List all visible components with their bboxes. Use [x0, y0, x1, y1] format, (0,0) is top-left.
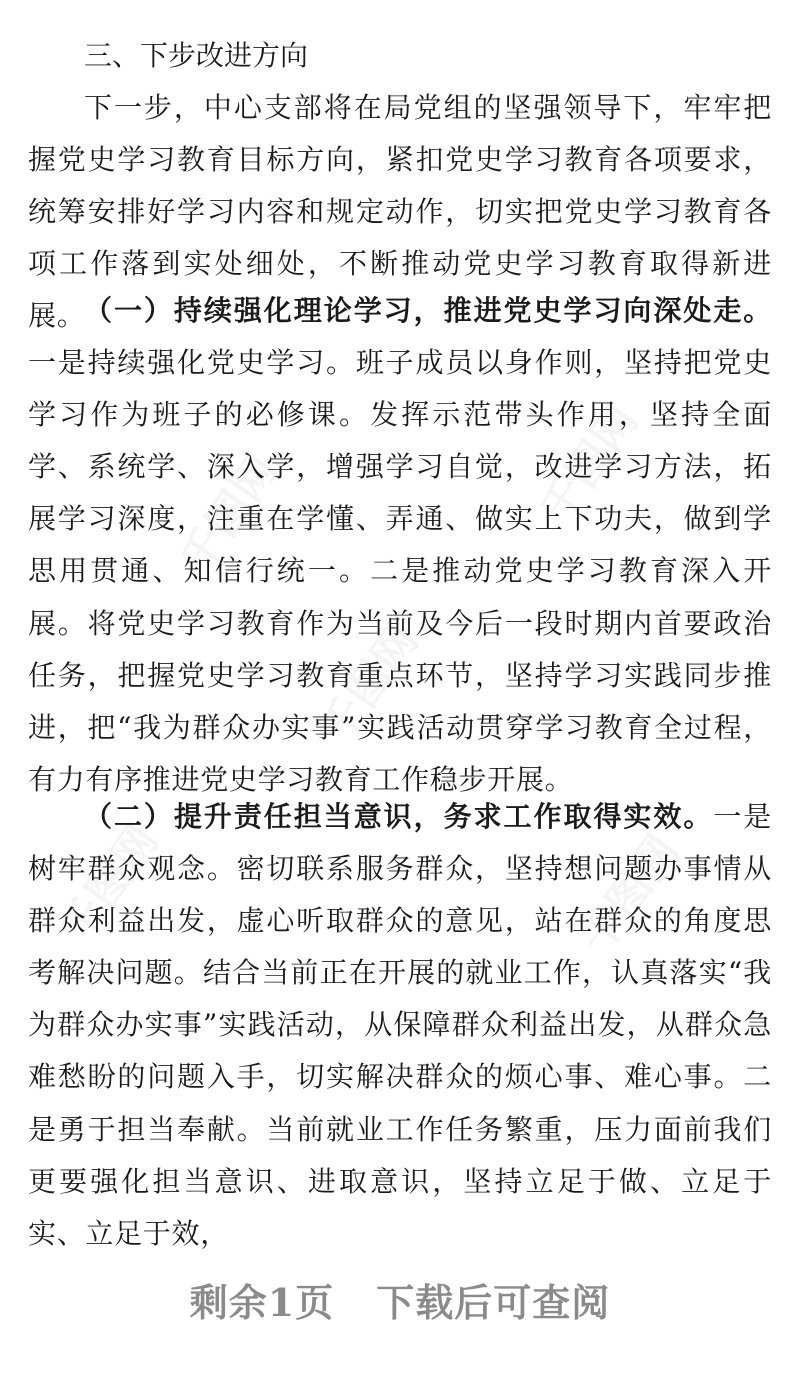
download-prompt-label: 下载后可查阅 [376, 1280, 611, 1325]
section-1-paragraph [28, 285, 772, 806]
download-banner[interactable] [0, 1272, 800, 1327]
intro-paragraph: 下一步，中心支部将在局党组的坚强领导下，牢牢把握党史学习教育目标方向，紧扣党史学习教育各项要求，统筹安排好学习内容和规定动作，切实把党史学习教育各项工作落到实处细处，不断推动党史学习教育取得新进展。 [28, 91, 772, 333]
remaining-pages-label: 剩余1页 [189, 1280, 335, 1325]
section-1-lead: （一）持续强化理论学习，推进党史学习向深处走。 [84, 294, 772, 327]
section-heading: 三、下步改进方向 [84, 39, 309, 72]
section-2-body: 一是树牢群众观念。密切联系服务群众，坚持想问题办事情从群众利益出发，虚心听取群众的意见，站在群众的角度思考解决问题。结合当前正在开展的就业工作，认真落实“我为群众办实事”实践活动，从保障群众利益出发，从群众急难愁盼的问题入手，切实解决群众的烦心事、难心事。二是勇于担当奉献。当前就业工作任务繁重，压力面前我们更要强化担当意识、进取意识，坚持立足于做、立足于实、立足于效， [28, 800, 772, 1250]
section-1-body: 一是持续强化党史学习。班子成员以身作则，坚持把党史学习作为班子的必修课。发挥示范带头作用，坚持全面学、系统学、深入学，增强学习自觉，改进学习方法，拓展学习深度，注重在学懂、弄通、做实上下功夫，做到学思用贯通、知信行统一。二是推动党史学习教育深入开展。将党史学习教育作为当前及今后一段时期内首要政治任务，把握党史学习教育重点环节，坚持学习实践同步推进，把“我为群众办实事”实践活动贯穿学习教育全过程，有力有序推进党史学习教育工作稳步开展。 [28, 346, 772, 796]
section-2-lead: （二）提升责任担当意识，务求工作取得实效。 [84, 800, 714, 833]
section-2-paragraph [28, 791, 772, 1260]
